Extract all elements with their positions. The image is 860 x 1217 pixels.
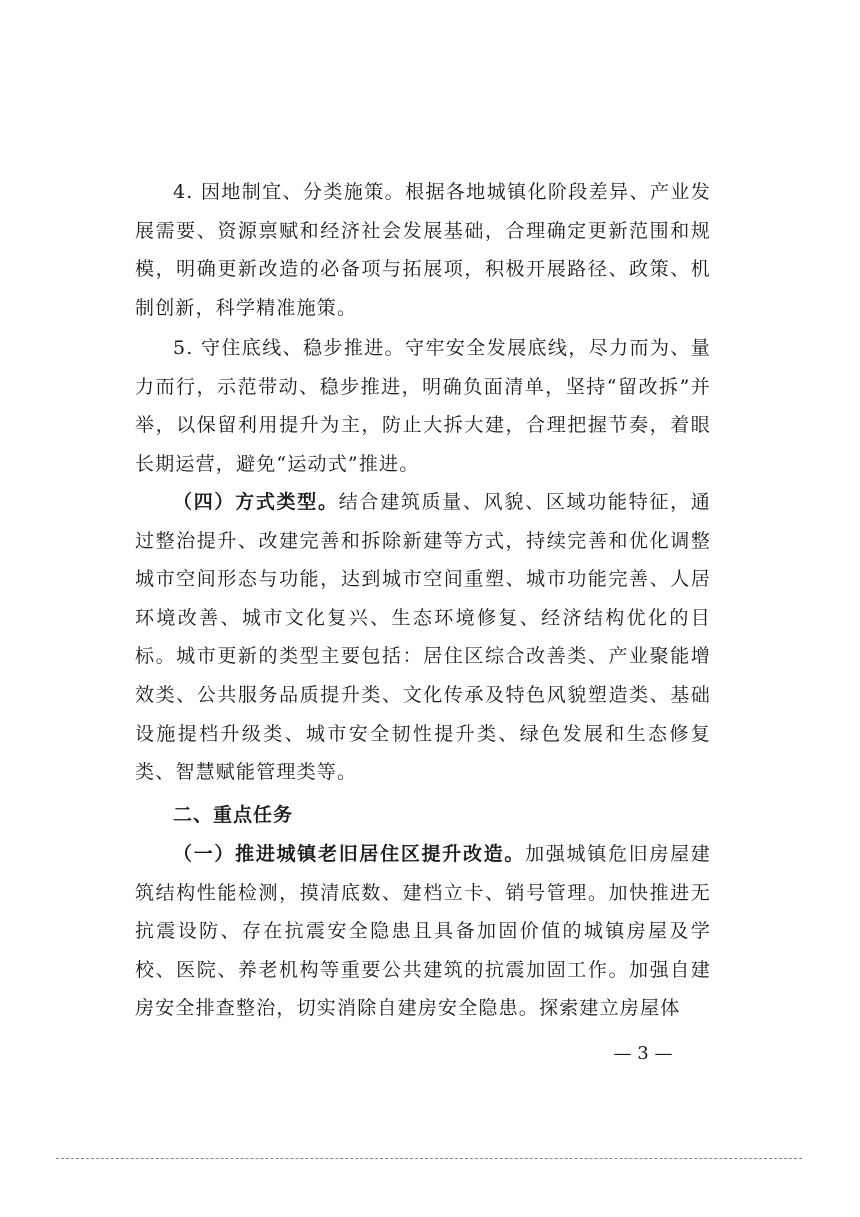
paragraph-lead: （四）方式类型。 — [173, 491, 339, 513]
paragraph-4 — [135, 173, 711, 327]
paragraph-text: 加强城镇危旧房屋建筑结构性能检测，摸清底数、建档立卡、销号管理。加快推进无抗震设防、存在抗震安全隐患且具备加固价值的城镇房屋及学校、医院、养老机构等重要公共建筑的抗震加固工作。加强自建房安全排查整治，切实消除自建房安全隐患。探索建立房屋体 — [135, 843, 711, 1020]
page-number: — 3 — — [613, 1043, 673, 1064]
paragraph-text: 结合建筑质量、风貌、区域功能特征，通过整治提升、改建完善和拆除新建等方式，持续完善和优化调整城市空间形态与功能，达到城市空间重塑、城市功能完善、人居环境改善、城市文化复兴、生态环境修复、经济结构优化的目标。城市更新的类型主要包括：居住区综合改善类、产业聚能增效类、公共服务品质提升类、文化传承及特色风貌塑造类、基础设施提档升级类、城市安全韧性提升类、绿色发展和生态修复类、智慧赋能管理类等。 — [135, 491, 711, 784]
paragraph-task-1 — [135, 835, 711, 1028]
paragraph-text: 4. 因地制宜、分类施策。根据各地城镇化阶段差异、产业发展需要、资源禀赋和经济社会发展基础，合理确定更新范围和规模，明确更新改造的必备项与拓展项，积极开展路径、政策、机制创新，科学精准施策。 — [135, 181, 711, 319]
paragraph-5 — [135, 329, 711, 483]
paragraph-lead: （一）推进城镇老旧居住区提升改造。 — [173, 843, 526, 865]
footer-rule — [56, 1158, 802, 1159]
paragraph-text: 5. 守住底线、稳步推进。守牢安全发展底线，尽力而为、量力而行，示范带动、稳步推进，明确负面清单，坚持“留改拆”并举，以保留利用提升为主，防止大拆大建，合理把握节奏，着眼长期运营，避免“运动式”推进。 — [135, 337, 711, 475]
paragraph-method-types — [135, 483, 711, 792]
section-heading: 二、重点任务 — [173, 804, 294, 826]
